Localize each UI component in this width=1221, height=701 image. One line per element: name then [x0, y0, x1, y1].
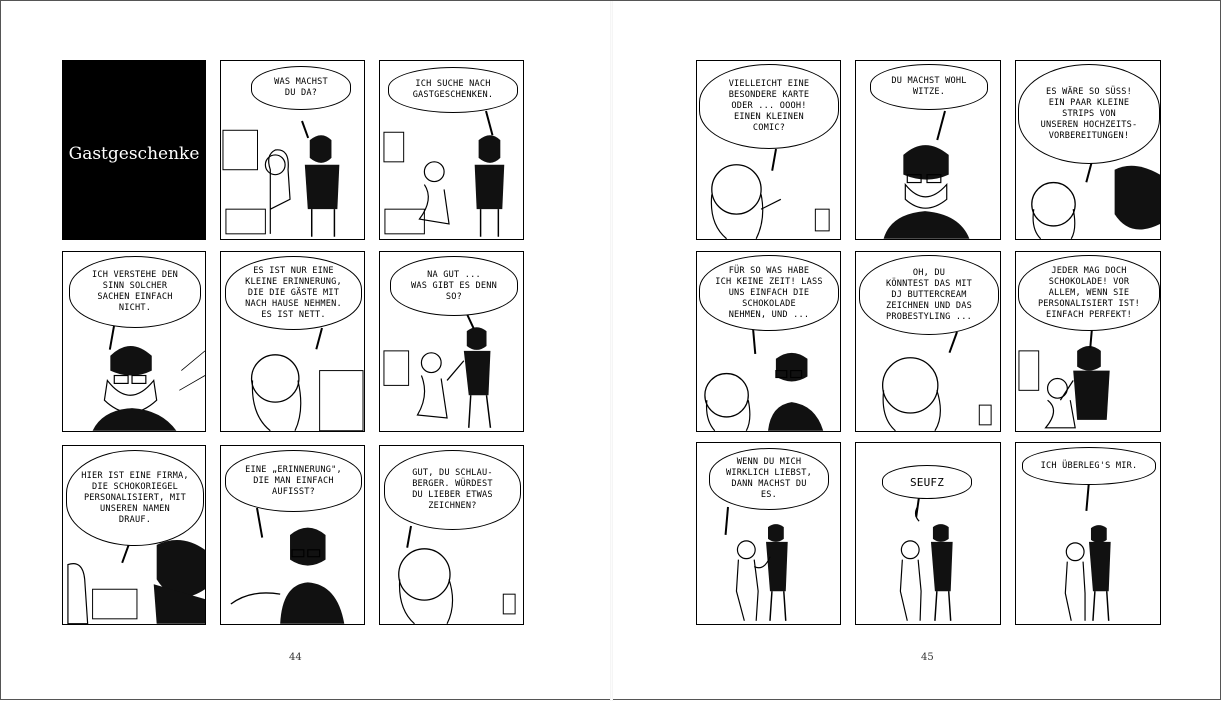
speech-bubble — [251, 66, 351, 110]
comic-panel — [62, 251, 206, 432]
speech-bubble — [1018, 64, 1160, 164]
comic-panel — [855, 442, 1001, 625]
comic-panel — [696, 442, 841, 625]
comic-panel — [855, 60, 1001, 240]
comic-panel — [696, 251, 841, 432]
comic-panel — [1015, 442, 1161, 625]
comic-panel — [220, 445, 365, 625]
speech-bubble — [709, 448, 829, 510]
book-gutter — [610, 1, 613, 701]
speech-text: GUT, DU SCHLAU- BERGER. WÜRDEST DU LIEBER ETWAS ZEICHNEN? — [412, 468, 493, 511]
speech-text: ES IST NUR EINE KLEINE ERINNERUNG, DIE DIE GÄSTE MIT NACH HAUSE NEHMEN. ES IST NETT. — [245, 265, 342, 320]
speech-text: FÜR SO WAS HABE ICH KEINE ZEIT! LASS UNS EINFACH DIE SCHOKOLADE NEHMEN, UND ... — [715, 265, 823, 320]
comic-panel — [1015, 60, 1161, 240]
comic-panel — [220, 60, 365, 240]
speech-text: ICH VERSTEHE DEN SINN SOLCHER SACHEN EINFACH NICHT. — [92, 270, 178, 313]
comic-panel — [379, 251, 524, 432]
page-number-left: 44 — [289, 652, 302, 663]
chapter-title: Gastgeschenke — [68, 144, 200, 164]
page-number-right: 45 — [921, 652, 934, 663]
speech-bubble — [699, 255, 839, 331]
comic-panel — [1015, 251, 1161, 432]
speech-text: WAS MACHST DU DA? — [274, 77, 328, 98]
speech-bubble — [1018, 255, 1160, 331]
speech-bubble — [882, 465, 972, 499]
speech-bubble — [384, 450, 521, 530]
speech-bubble — [870, 64, 988, 110]
speech-text: HIER IST EINE FIRMA, DIE SCHOKORIEGEL PERSONALISIERT, MIT UNSEREN NAMEN DRAUF. — [81, 470, 189, 525]
speech-bubble — [66, 450, 204, 546]
comic-panel — [62, 445, 206, 625]
speech-bubble — [225, 450, 362, 512]
speech-text: NA GUT ... WAS GIBT ES DENN SO? — [411, 269, 497, 302]
speech-text: EINE „ERINNERUNG", DIE MAN EINFACH AUFISST? — [245, 464, 342, 497]
speech-bubble — [69, 256, 201, 328]
speech-bubble — [859, 255, 999, 335]
comic-panel — [379, 60, 524, 240]
chapter-title-panel — [62, 60, 206, 240]
speech-bubble — [388, 67, 518, 113]
speech-bubble — [699, 64, 839, 149]
speech-bubble — [390, 256, 518, 316]
speech-bubble — [1022, 447, 1156, 485]
speech-text: ICH ÜBERLEG'S MIR. — [1040, 460, 1138, 471]
speech-text: VIELLEICHT EINE BESONDERE KARTE ODER ... OOOH! EINEN KLEINEN COMIC? — [728, 79, 810, 133]
speech-text: ICH SUCHE NACH GASTGESCHENKEN. — [412, 79, 494, 100]
speech-text: WENN DU MICH WIRKLICH LIEBST, DANN MACHST DU ES. — [726, 457, 812, 500]
comic-panel — [220, 251, 365, 432]
comic-panel — [855, 251, 1001, 432]
speech-bubble — [225, 256, 362, 330]
speech-text: SEUFZ — [909, 475, 945, 489]
speech-text: ES WÄRE SO SÜSS! EIN PAAR KLEINE STRIPS VON UNSEREN HOCHZEITS- VORBEREITUNGEN! — [1040, 86, 1138, 141]
speech-text: OH, DU KÖNNTEST DAS MIT DJ BUTTERCREAM ZEICHNEN UND DAS PROBESTYLING ... — [886, 267, 972, 322]
comic-panel — [379, 445, 524, 625]
speech-text: JEDER MAG DOCH SCHOKOLADE! VOR ALLEM, WENN SIE PERSONALISIERT IST! EINFACH PERFEKT! — [1037, 265, 1141, 320]
comic-panel — [696, 60, 841, 240]
speech-text: DU MACHST WOHL WITZE. — [891, 76, 967, 97]
